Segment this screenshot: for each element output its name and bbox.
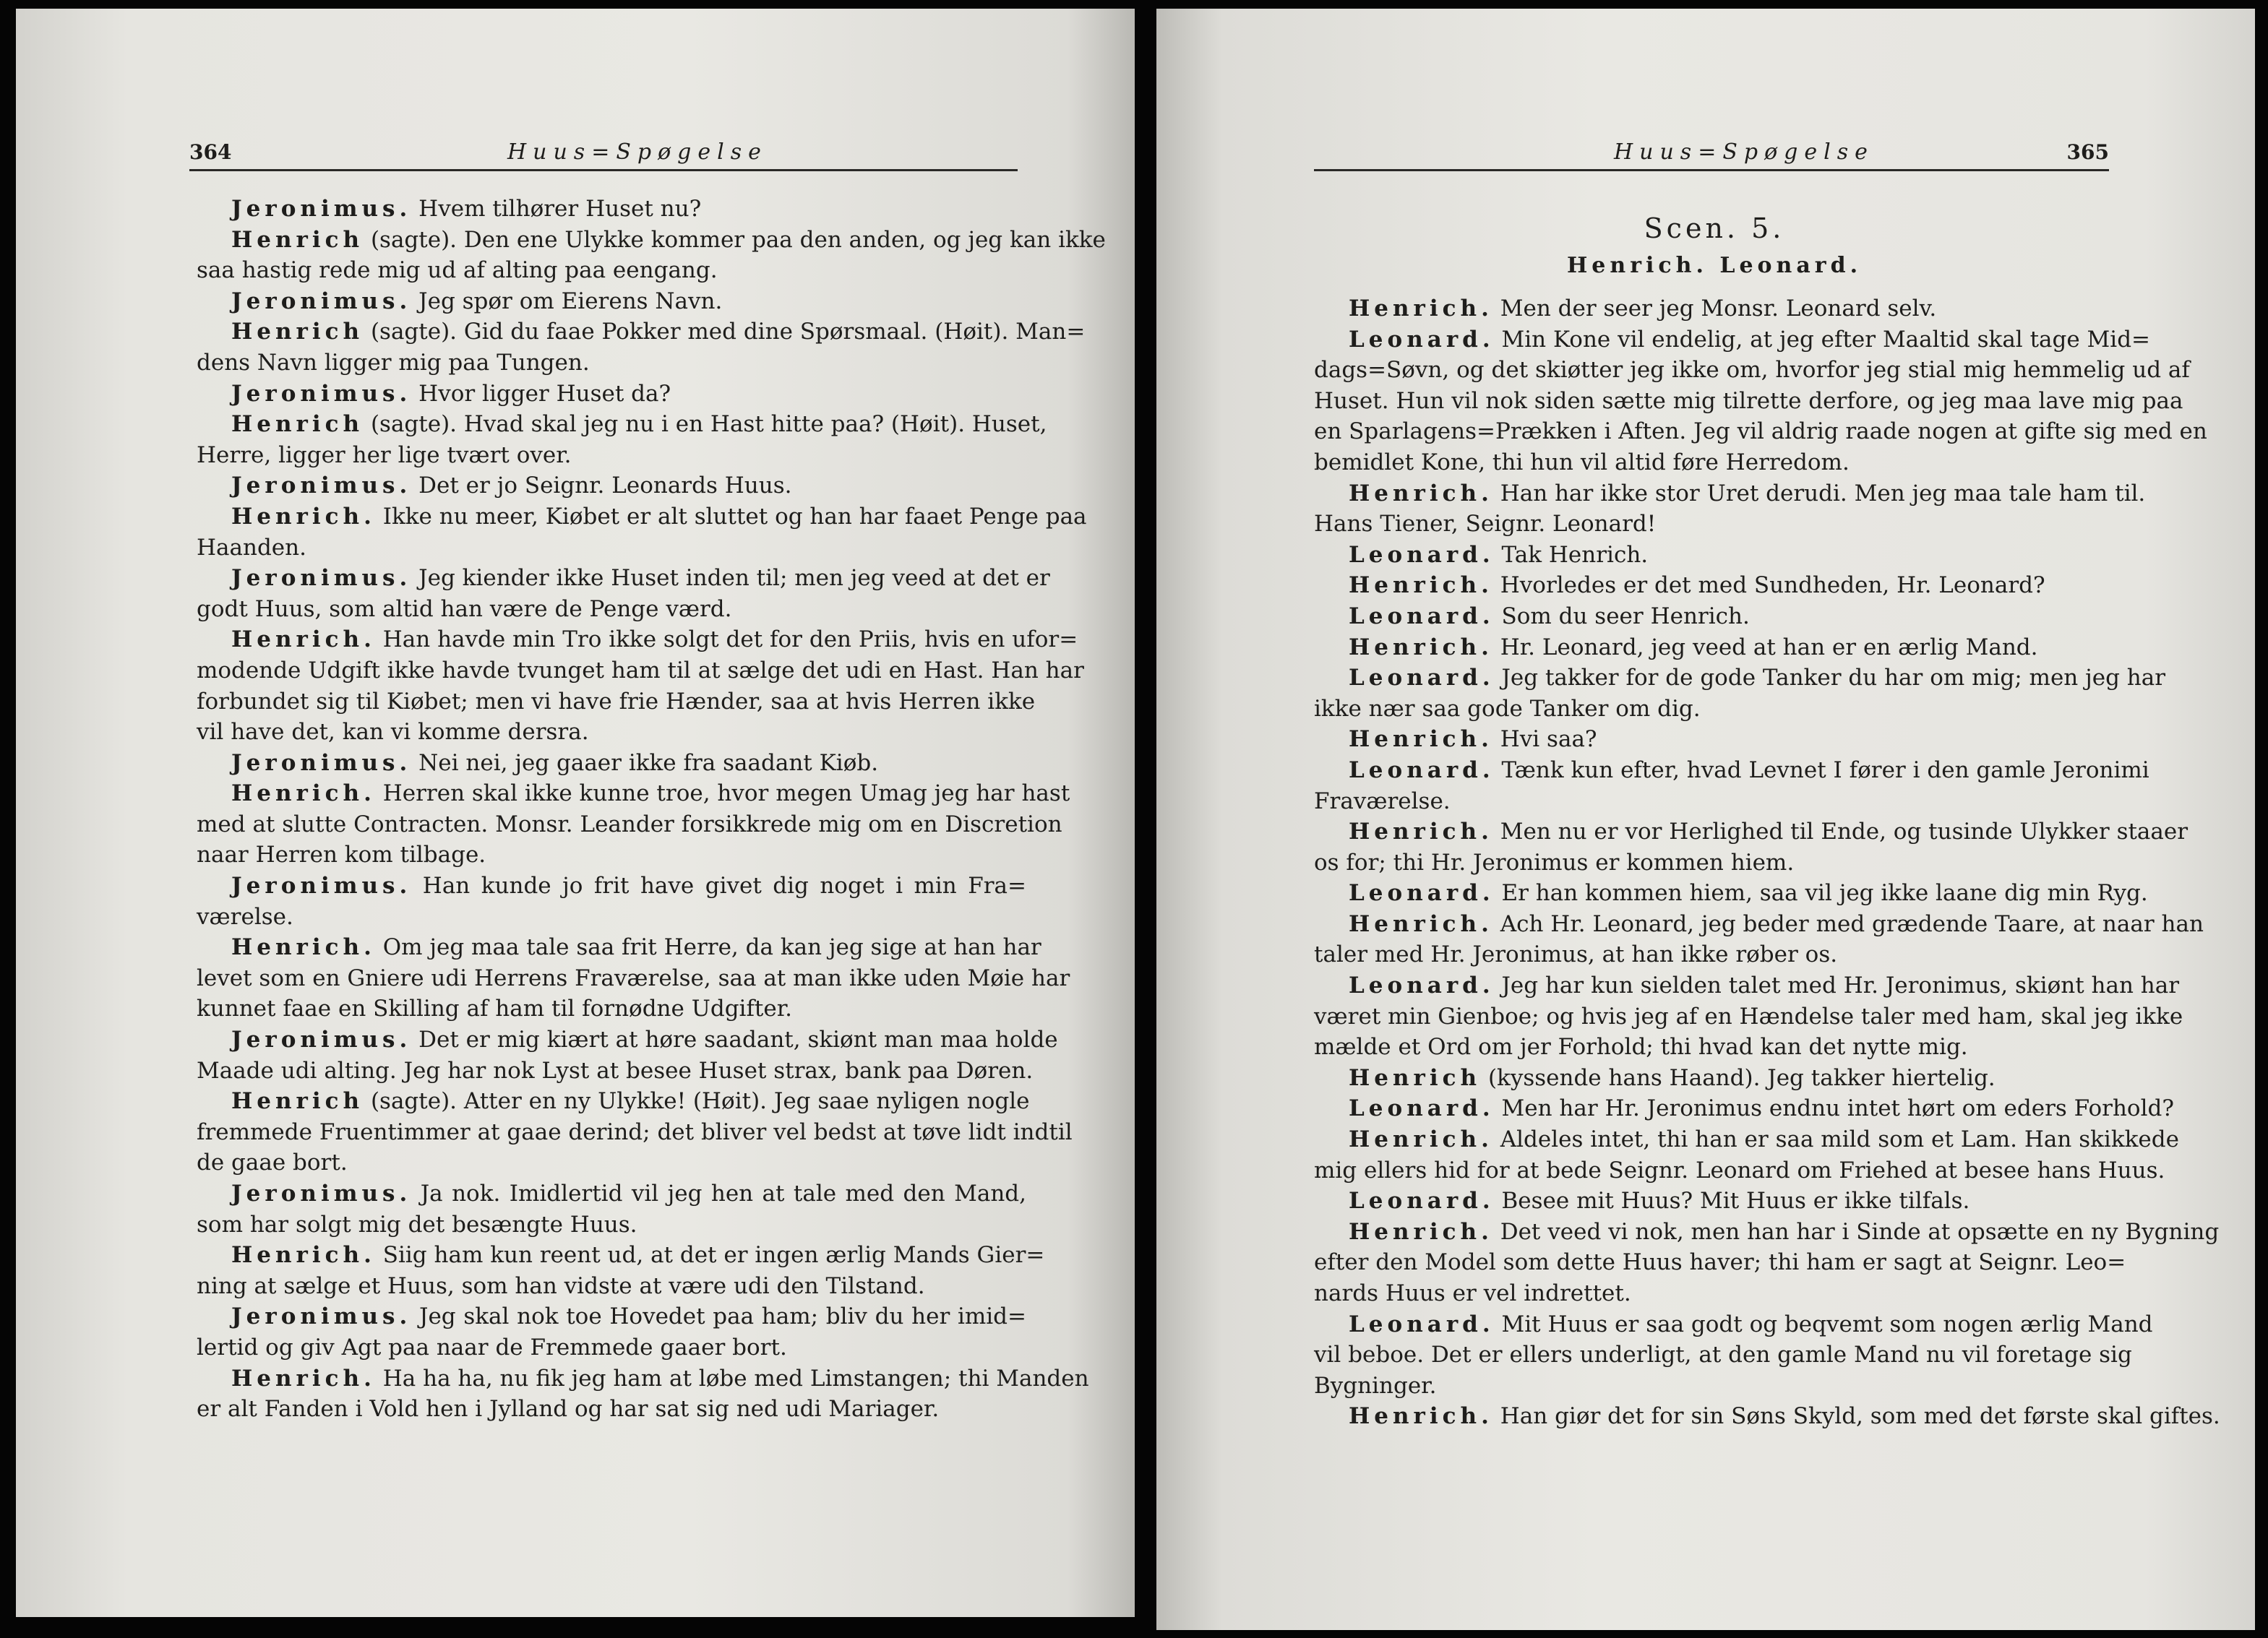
line-text: Hvi saa? — [1500, 726, 1597, 753]
line-text: Han havde min Tro ikke solgt det for den Priis, hvis en ufor= — [382, 626, 1078, 653]
line-text: godt Huus, som altid han være de Penge værd. — [197, 595, 732, 622]
text-line — [1314, 540, 2115, 571]
text-line — [197, 1117, 1073, 1148]
speaker-name: Henrich. — [231, 934, 376, 961]
speaker-name: Leonard. — [1349, 603, 1495, 629]
speaker-name: Jeronimus. — [231, 749, 412, 776]
line-text: Det veed vi nok, men han har i Sinde at opsætte en ny Bygning — [1500, 1218, 2220, 1245]
text-line — [197, 1025, 1058, 1056]
line-text: Huset. Hun vil nok siden sætte mig tilrette derfore, og jeg maa lave mig paa — [1314, 387, 2183, 414]
text-line — [1314, 1401, 2220, 1432]
text-line — [197, 255, 1026, 286]
page-number: 364 — [189, 140, 232, 164]
text-line — [1314, 1063, 2115, 1094]
text-line — [197, 1178, 1026, 1210]
line-text: Hvorledes er det med Sundheden, Hr. Leonard? — [1500, 572, 2045, 599]
line-text: Nei nei, jeg gaaer ikke fra saadant Kiøb. — [418, 749, 879, 776]
text-line — [197, 470, 1026, 501]
line-text: (sagte). Atter en ny Ulykke! (Høit). Jeg saae nyligen nogle — [370, 1088, 1030, 1115]
speaker-name: Jeronimus. — [231, 380, 412, 407]
speaker-name: Leonard. — [1349, 1095, 1495, 1122]
line-text: mig ellers hid for at bede Seignr. Leonard om Friehed at besee hans Huus. — [1314, 1157, 2165, 1184]
text-line — [197, 501, 1087, 533]
line-text: Jeg spør om Eierens Navn. — [418, 288, 723, 314]
speaker-name: Jeronimus. — [231, 1027, 412, 1053]
text-line — [197, 748, 1026, 779]
speaker-name: Henrich — [231, 1088, 364, 1115]
text-line — [197, 1086, 1030, 1117]
text-line — [197, 1056, 1034, 1087]
line-text: vil have det, kan vi komme dersra. — [197, 719, 589, 746]
speaker-name: Leonard. — [1349, 880, 1495, 907]
text-line — [1314, 1124, 2179, 1155]
scene-cast: Henrich. Leonard. — [1566, 253, 1863, 278]
text-line — [197, 563, 1050, 594]
line-text: Fraværelse. — [1314, 788, 1451, 814]
text-line — [1314, 478, 2146, 509]
speaker-name: Henrich. — [231, 1242, 376, 1269]
line-text: med at slutte Contracten. Monsr. Leander forsikkrede mig om en Discretion — [197, 811, 1062, 837]
page-body-text — [1314, 293, 2220, 1432]
text-line — [1314, 970, 2180, 1001]
text-line — [1314, 1032, 2115, 1063]
text-line — [1314, 663, 2166, 694]
line-text: Maade udi alting. Jeg har nok Lyst at besee Huset strax, bank paa Døren. — [197, 1057, 1034, 1084]
text-line — [1314, 786, 2115, 817]
text-line — [197, 686, 1036, 717]
text-line — [1314, 1247, 2126, 1278]
speaker-name: Henrich — [1349, 1064, 1482, 1091]
line-text: Men der seer jeg Monsr. Leonard selv. — [1500, 296, 1937, 322]
text-line — [197, 809, 1062, 840]
text-line — [1314, 570, 2115, 601]
line-text: værelse. — [197, 903, 293, 930]
line-text: bemidlet Kone, thi hun vil altid føre Herredom. — [1314, 449, 1850, 475]
page-number: 365 — [2066, 140, 2109, 164]
line-text: dens Navn ligger mig paa Tungen. — [197, 349, 590, 376]
text-line — [197, 379, 1026, 410]
line-text: Siig ham kun reent ud, at det er ingen ærlig Mands Gier= — [382, 1242, 1045, 1269]
line-text: naar Herren kom tilbage. — [197, 842, 486, 868]
line-text: Han kunde jo frit have givet dig noget i min Fra= — [422, 873, 1026, 900]
text-line — [1314, 1217, 2220, 1248]
line-text: ikke nær saa gode Tanker om dig. — [1314, 695, 1701, 722]
speaker-name: Jeronimus. — [231, 1181, 412, 1207]
speaker-name: Jeronimus. — [231, 565, 412, 592]
speaker-name: Leonard. — [1349, 1311, 1495, 1337]
text-line — [1314, 848, 2115, 879]
text-line — [1314, 509, 2115, 540]
speaker-name: Henrich. — [1349, 634, 1493, 660]
line-text: lertid og giv Agt paa naar de Fremmede gaaer bort. — [197, 1334, 787, 1361]
text-line — [1314, 632, 2115, 663]
line-text: os for; thi Hr. Jeronimus er kommen hiem. — [1314, 849, 1795, 876]
text-line — [197, 1210, 1026, 1241]
text-line — [1314, 1278, 2115, 1309]
text-line — [1314, 355, 2190, 386]
text-line — [197, 1271, 1026, 1302]
line-text: Som du seer Henrich. — [1501, 603, 1750, 629]
speaker-name: Henrich. — [1349, 296, 1493, 322]
text-line — [1314, 694, 2115, 725]
text-line — [1314, 1309, 2153, 1340]
text-line — [197, 1332, 1026, 1363]
line-text: Ach Hr. Leonard, jeg beder med grædende Taare, at naar han — [1500, 910, 2204, 937]
text-line — [197, 225, 1106, 256]
speaker-name: Jeronimus. — [231, 288, 412, 314]
line-text: Herren skal ikke kunne troe, hvor megen Umag jeg har hast — [382, 780, 1070, 807]
line-text: Hvor ligger Huset da? — [418, 380, 671, 407]
speaker-name: Jeronimus. — [231, 873, 412, 900]
speaker-name: Leonard. — [1349, 973, 1495, 999]
line-text: Tak Henrich. — [1501, 541, 1649, 568]
line-text: Ja nok. Imidlertid vil jeg hen at tale med den Mand, — [420, 1181, 1026, 1207]
text-line — [197, 286, 1026, 317]
line-text: Men har Hr. Jeronimus endnu intet hørt om eders Forhold? — [1501, 1095, 2174, 1122]
text-line — [1314, 386, 2183, 417]
text-line — [197, 316, 1086, 348]
line-text: Det er mig kiært at høre saadant, skiønt man maa holde — [418, 1027, 1058, 1053]
text-line — [197, 778, 1070, 809]
line-text: Om jeg maa tale saa frit Herre, da kan jeg sige at han har — [382, 934, 1041, 961]
text-line — [1314, 1340, 2132, 1371]
line-text: Han har ikke stor Uret derudi. Men jeg maa tale ham til. — [1500, 480, 2146, 507]
line-text: Jeg kiender ikke Huset inden til; men jeg veed at det er — [418, 565, 1050, 592]
speaker-name: Henrich. — [1349, 572, 1493, 599]
line-text: Jeg skal nok toe Hovedet paa ham; bliv du her imid= — [419, 1303, 1026, 1330]
text-line — [197, 963, 1070, 994]
line-text: Jeg takker for de gode Tanker du har om mig; men jeg har — [1501, 665, 2166, 691]
text-line — [197, 902, 1026, 933]
text-line — [197, 1301, 1026, 1332]
text-line — [1314, 1155, 2165, 1186]
speaker-name: Henrich. — [231, 1365, 376, 1392]
speaker-name: Henrich. — [1349, 1403, 1493, 1430]
text-line — [197, 1147, 1026, 1178]
line-text: nards Huus er vel indrettet. — [1314, 1280, 1631, 1306]
line-text: Mit Huus er saa godt og beqvemt som nogen ærlig Mand — [1501, 1311, 2153, 1337]
text-line — [197, 1240, 1045, 1271]
running-head — [189, 140, 1018, 171]
line-text: forbundet sig til Kiøbet; men vi have frie Hænder, saa at hvis Herren ikke — [197, 688, 1036, 715]
speaker-name: Henrich. — [231, 780, 376, 807]
speaker-name: Jeronimus. — [231, 196, 412, 222]
text-line — [197, 1394, 1026, 1425]
text-line — [1314, 1093, 2174, 1124]
page-body-text — [197, 194, 1106, 1425]
speaker-name: Henrich — [231, 319, 364, 345]
text-line — [197, 194, 1026, 225]
line-text: Aldeles intet, thi han er saa mild som et Lam. Han skikkede — [1500, 1126, 2179, 1153]
line-text: Hr. Leonard, jeg veed at han er en ærlig Mand. — [1500, 634, 2038, 660]
text-line — [197, 871, 1026, 902]
line-text: Jeg har kun sielden talet med Hr. Jeronimus, skiønt han har — [1501, 973, 2180, 999]
text-line — [1314, 601, 2115, 632]
text-line — [197, 624, 1078, 655]
line-text: ning at sælge et Huus, som han vidste at være udi den Tilstand. — [197, 1272, 925, 1299]
speaker-name: Henrich. — [1349, 1126, 1493, 1153]
line-text: modende Udgift ikke havde tvunget ham til at sælge det udi en Hast. Han har — [197, 657, 1084, 684]
speaker-name: Jeronimus. — [231, 473, 412, 499]
text-line — [1314, 724, 2115, 755]
line-text: Herre, ligger her lige tvært over. — [197, 441, 572, 468]
text-line — [1314, 755, 2149, 786]
left-page — [16, 9, 1135, 1617]
line-text: de gaae bort. — [197, 1150, 348, 1176]
text-line — [197, 1363, 1089, 1395]
scene-heading: Scen. 5. — [1644, 212, 1785, 244]
line-text: som har solgt mig det besængte Huus. — [197, 1211, 637, 1238]
speaker-name: Jeronimus. — [231, 1303, 412, 1330]
speaker-name: Henrich. — [1349, 480, 1493, 507]
speaker-name: Leonard. — [1349, 326, 1495, 353]
speaker-name: Henrich. — [1349, 819, 1493, 845]
text-line — [197, 840, 1026, 871]
line-text: Det er jo Seignr. Leonards Huus. — [418, 473, 792, 499]
text-line — [1314, 1371, 2115, 1402]
text-line — [1314, 1186, 2115, 1217]
text-line — [197, 932, 1041, 963]
line-text: (kyssende hans Haand). Jeg takker hiertelig. — [1487, 1064, 1996, 1091]
line-text: (sagte). Hvad skal jeg nu i en Hast hitte paa? (Høit). Huset, — [370, 411, 1047, 438]
line-text: Er han kommen hiem, saa vil jeg ikke laane dig min Ryg. — [1501, 880, 2148, 907]
line-text: Ha ha ha, nu fik jeg ham at løbe med Limstangen; thi Manden — [382, 1365, 1089, 1392]
text-line — [197, 594, 1026, 625]
line-text: Han giør det for sin Søns Skyld, som med det første skal giftes. — [1500, 1403, 2220, 1430]
line-text: vil beboe. Det er ellers underligt, at den gamle Mand nu vil foretage sig — [1314, 1342, 2132, 1368]
speaker-name: Henrich. — [1349, 910, 1493, 937]
speaker-name: Henrich. — [231, 503, 376, 530]
text-line — [1314, 939, 2115, 970]
text-line — [197, 717, 1026, 748]
line-text: Men nu er vor Herlighed til Ende, og tusinde Ulykker staaer — [1500, 819, 2188, 845]
line-text: (sagte). Gid du faae Pokker med dine Spørsmaal. (Høit). Man= — [370, 319, 1086, 345]
line-text: taler med Hr. Jeronimus, at han ikke røber os. — [1314, 941, 1838, 968]
speaker-name: Henrich. — [1349, 726, 1493, 753]
line-text: (sagte). Den ene Ulykke kommer paa den anden, og jeg kan ikke — [370, 226, 1106, 253]
text-line — [1314, 447, 2115, 478]
speaker-name: Henrich — [231, 226, 364, 253]
text-line — [197, 533, 1026, 564]
text-line — [1314, 909, 2204, 940]
text-line — [1314, 293, 2115, 324]
line-text: Hvem tilhører Huset nu? — [418, 196, 702, 222]
line-text: fremmede Fruentimmer at gaae derind; det bliver vel bedst at tøve lidt indtil — [197, 1118, 1073, 1145]
text-line — [1314, 1001, 2183, 1033]
speaker-name: Leonard. — [1349, 541, 1495, 568]
text-line — [1314, 324, 2151, 355]
line-text: er alt Fanden i Vold hen i Jylland og har sat sig ned udi Mariager. — [197, 1396, 940, 1423]
line-text: Besee mit Huus? Mit Huus er ikke tilfals. — [1501, 1188, 1970, 1215]
line-text: Ikke nu meer, Kiøbet er alt sluttet og han har faaet Penge paa — [382, 503, 1087, 530]
speaker-name: Henrich — [231, 411, 364, 438]
text-line — [197, 440, 1026, 471]
running-head — [1314, 140, 2109, 171]
speaker-name: Leonard. — [1349, 1188, 1495, 1215]
text-line — [1314, 878, 2148, 909]
speaker-name: Henrich. — [231, 626, 376, 653]
line-text: Hans Tiener, Seignr. Leonard! — [1314, 511, 1657, 538]
text-line — [197, 655, 1084, 686]
text-line — [197, 409, 1047, 440]
line-text: Haanden. — [197, 534, 306, 561]
text-line — [197, 993, 1026, 1025]
text-line — [1314, 816, 2188, 848]
line-text: kunnet faae en Skilling af ham til fornødne Udgifter. — [197, 996, 792, 1022]
line-text: levet som en Gniere udi Herrens Fraværelse, saa at man ikke uden Møie har — [197, 965, 1070, 991]
speaker-name: Leonard. — [1349, 665, 1495, 691]
line-text: en Sparlagens=Prækken i Aften. Jeg vil aldrig raade nogen at gifte sig med en — [1314, 418, 2207, 445]
text-line — [197, 348, 1026, 379]
line-text: Tænk kun efter, hvad Levnet I fører i den gamle Jeronimi — [1501, 757, 2149, 783]
line-text: dags=Søvn, og det skiøtter jeg ikke om, hvorfor jeg stial mig hemmelig ud af — [1314, 357, 2190, 384]
line-text: saa hastig rede mig ud af alting paa eengang. — [197, 257, 718, 284]
line-text: efter den Model som dette Huus haver; thi ham er sagt at Seignr. Leo= — [1314, 1249, 2126, 1276]
line-text: Min Kone vil endelig, at jeg efter Maaltid skal tage Mid= — [1501, 326, 2151, 353]
running-title: Huus=Spøgelse — [507, 139, 768, 165]
right-page — [1156, 9, 2255, 1630]
line-text: Bygninger. — [1314, 1372, 1437, 1399]
running-title: Huus=Spøgelse — [1614, 139, 1874, 165]
speaker-name: Leonard. — [1349, 757, 1495, 783]
text-line — [1314, 416, 2207, 447]
line-text: været min Gienboe; og hvis jeg af en Hændelse taler med ham, skal jeg ikke — [1314, 1003, 2183, 1030]
line-text: mælde et Ord om jer Forhold; thi hvad kan det nytte mig. — [1314, 1034, 1968, 1061]
speaker-name: Henrich. — [1349, 1218, 1493, 1245]
